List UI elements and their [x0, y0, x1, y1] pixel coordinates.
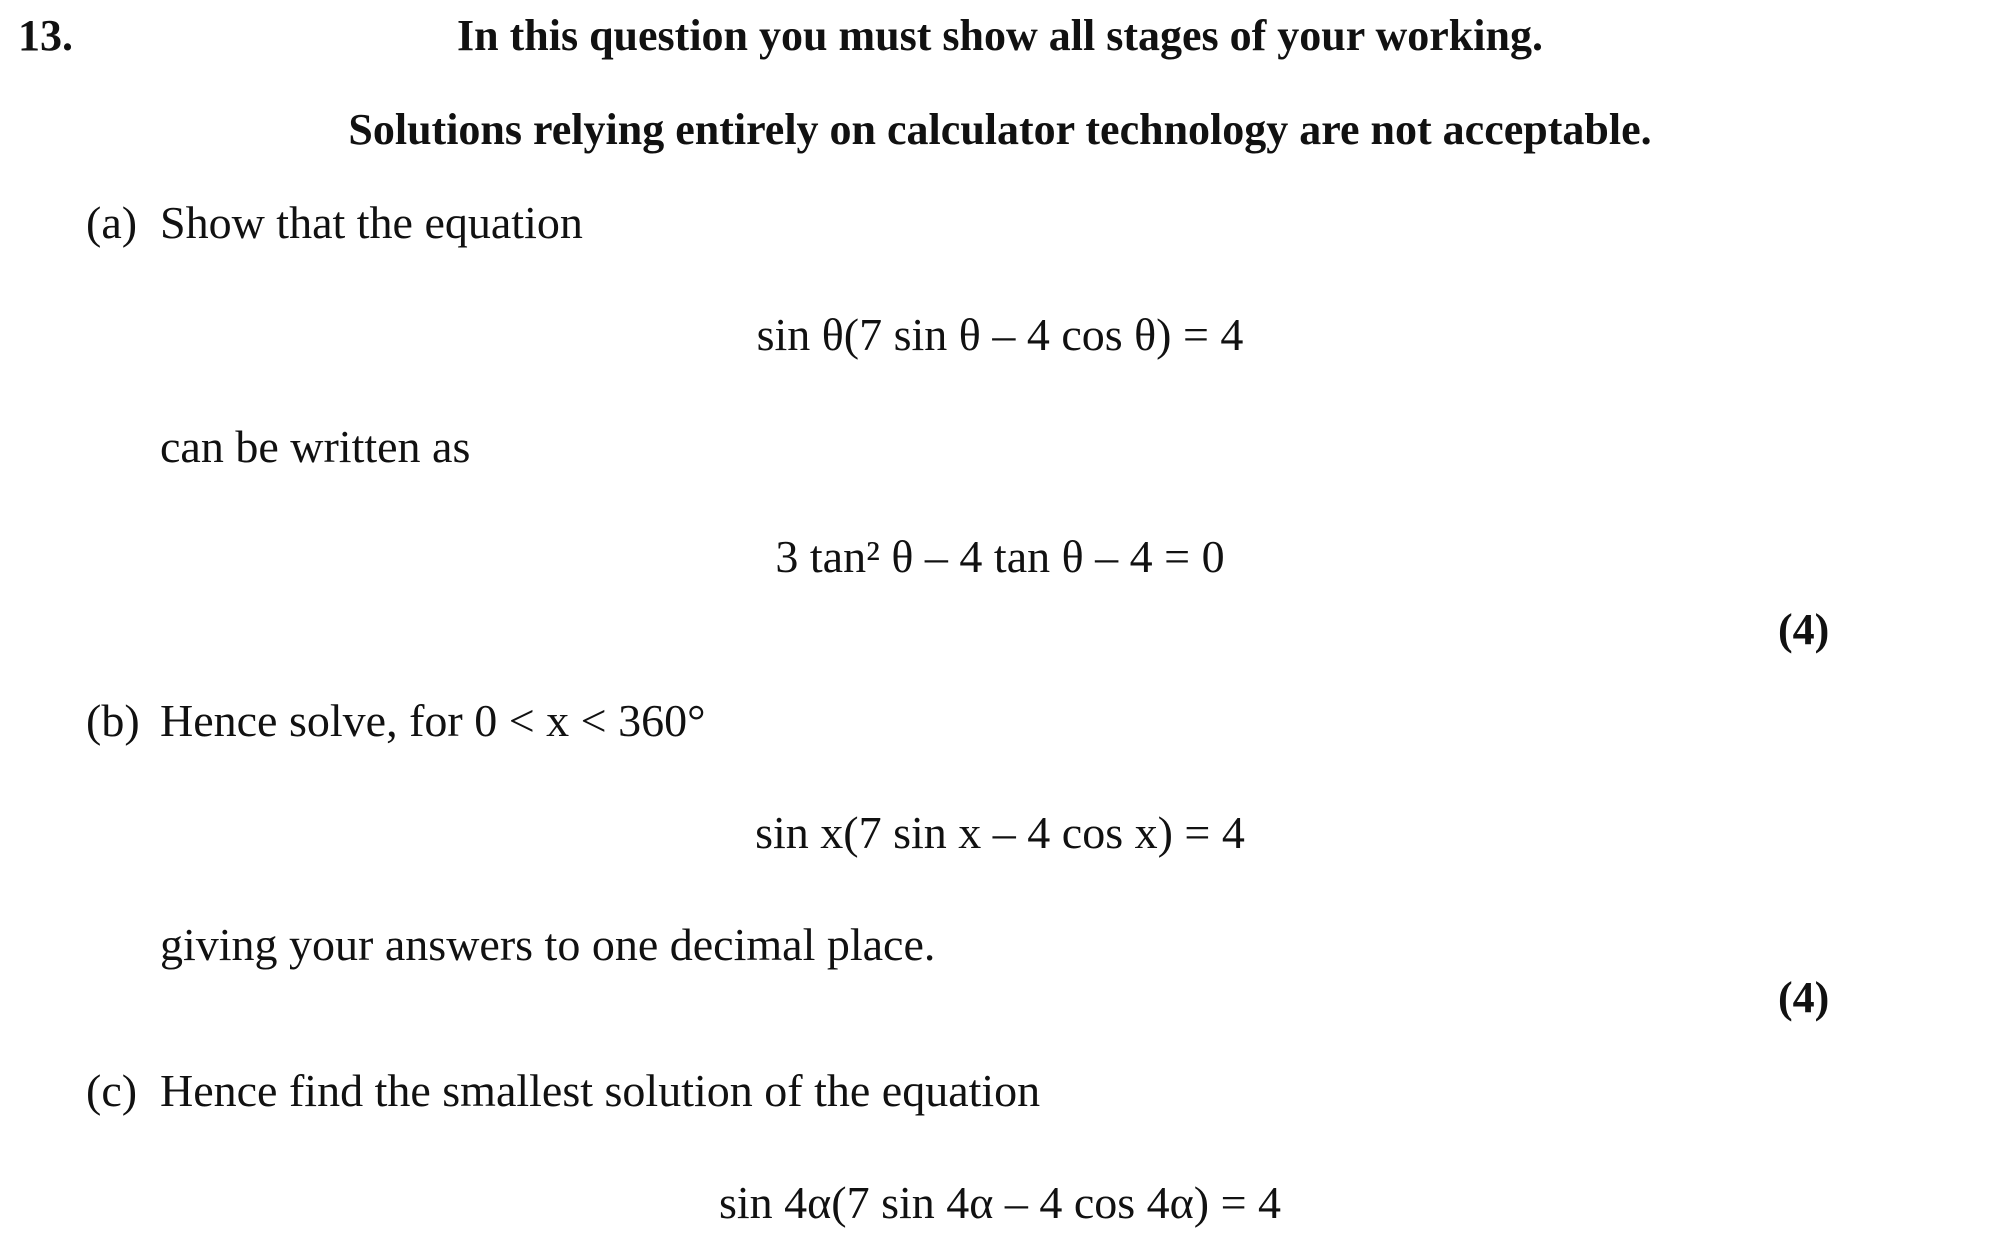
part-c-equation: sin 4α(7 sin 4α – 4 cos 4α) = 4 — [718, 1177, 1282, 1228]
instruction-show-working: In this question you must show all stages of your working. — [457, 11, 1543, 60]
part-b-instruction: giving your answers to one decimal place. — [160, 919, 936, 970]
part-a-marks: (4) — [1778, 605, 1830, 654]
part-a-text: Show that the equation — [160, 197, 583, 248]
part-a-equation-1: sin θ(7 sin θ – 4 cos θ) = 4 — [756, 309, 1244, 360]
part-b-marks: (4) — [1778, 973, 1830, 1022]
part-a-label: (a) — [86, 197, 138, 248]
part-b-equation: sin x(7 sin x – 4 cos x) = 4 — [755, 807, 1245, 858]
part-a-connector: can be written as — [160, 421, 471, 472]
part-b-text: Hence solve, for 0 < x < 360° — [160, 695, 706, 746]
part-c-text: Hence find the smallest solution of the equation — [160, 1065, 1041, 1116]
question-number: 13. — [18, 11, 73, 60]
instruction-no-calculator: Solutions relying entirely on calculator technology are not acceptable. — [348, 105, 1652, 154]
part-b-label: (b) — [86, 695, 140, 746]
part-a-equation-2: 3 tan² θ – 4 tan θ – 4 = 0 — [775, 531, 1225, 582]
part-c-label: (c) — [86, 1065, 138, 1116]
